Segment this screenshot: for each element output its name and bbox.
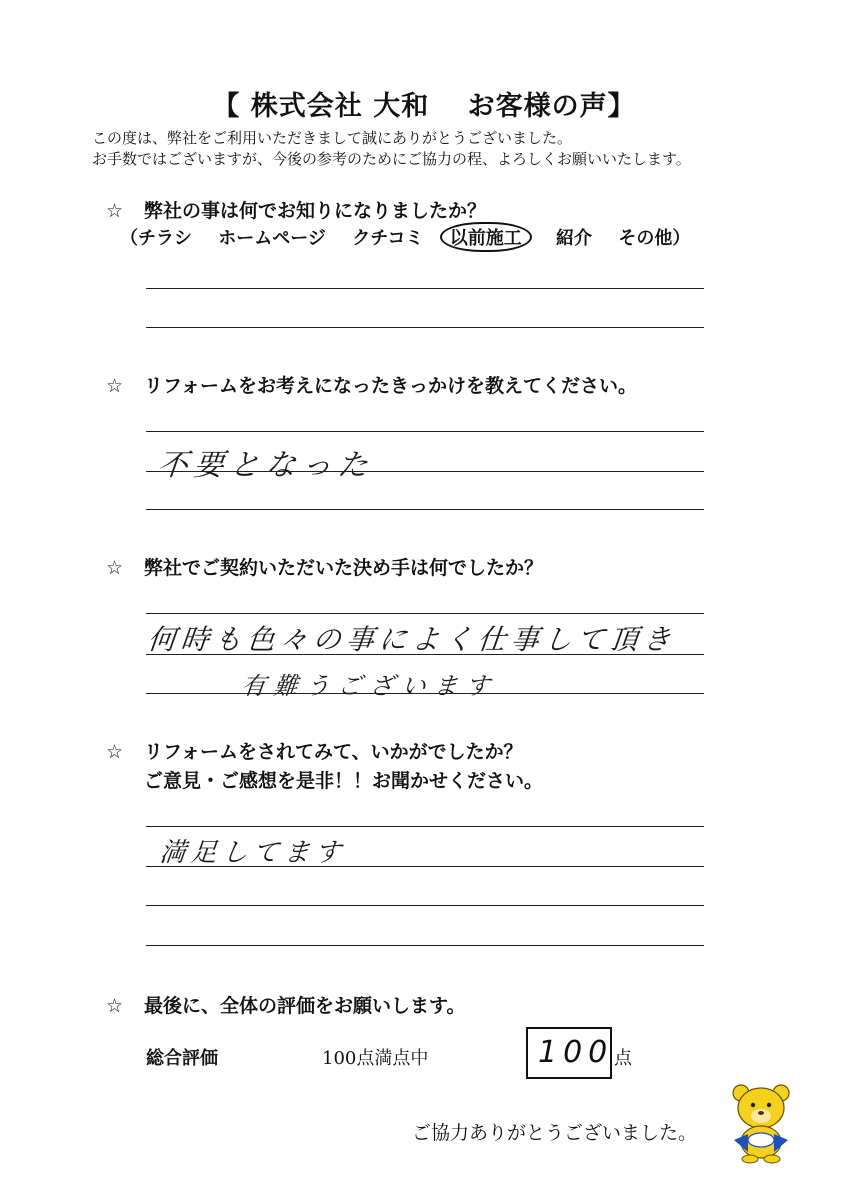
answer-line xyxy=(146,866,704,867)
handwritten-answer-3-line-2: 有難うございます xyxy=(240,672,500,700)
question-2-text: リフォームをお考えになったきっかけを教えてください。 xyxy=(144,375,638,397)
question-4-text-line-2: ご意見・ご感想を是非！！お聞かせください。 xyxy=(144,770,544,792)
option-previous-work-selected: 以前施工 xyxy=(440,222,532,252)
answer-line xyxy=(146,471,704,472)
answer-line xyxy=(146,693,704,694)
answer-line xyxy=(146,826,704,827)
option-other: その他） xyxy=(618,228,691,249)
question-1 xyxy=(106,196,486,223)
question-4 xyxy=(106,737,523,764)
option-word-of-mouth: クチコミ xyxy=(352,228,424,249)
rating-scale: 100点満点中 xyxy=(322,1048,429,1069)
option-flyer: （チラシ xyxy=(120,228,192,249)
star-icon: ☆ xyxy=(106,375,124,397)
intro-line-2: お手数ではございますが、今後の参考のためにご協力の程、よろしくお願いいたします。 xyxy=(92,150,691,168)
answer-line xyxy=(146,327,704,328)
question-5-text: 最後に、全体の評価をお願いします。 xyxy=(144,995,466,1017)
bear-mascot-icon xyxy=(726,1080,796,1164)
star-icon: ☆ xyxy=(106,200,124,222)
answer-line xyxy=(146,613,704,614)
answer-line xyxy=(146,654,704,655)
intro-line-1: この度は、弊社をご利用いただきまして誠にありがとうございました。 xyxy=(92,129,573,147)
overall-rating-label: 総合評価 xyxy=(146,1048,218,1069)
question-2 xyxy=(106,371,637,398)
question-1-text: 弊社の事は何でお知りになりましたか？ xyxy=(144,200,487,222)
star-icon: ☆ xyxy=(106,995,124,1017)
page-title: 【 株式会社 大和 お客様の声】 xyxy=(212,91,636,122)
star-icon: ☆ xyxy=(106,741,124,763)
answer-line xyxy=(146,431,704,432)
question-1-options xyxy=(120,222,710,252)
handwritten-answer-2: 不要となった xyxy=(155,448,376,483)
question-3 xyxy=(106,553,543,580)
score-box xyxy=(526,1027,612,1079)
handwritten-answer-3-line-1: 何時も色々の事によく仕事して頂き xyxy=(146,623,678,656)
answer-line xyxy=(146,288,704,289)
handwritten-score: 100 xyxy=(538,1035,614,1070)
answer-line xyxy=(146,945,704,946)
option-referral: 紹介 xyxy=(556,228,593,249)
thank-you-message: ご協力ありがとうございました。 xyxy=(412,1122,698,1144)
question-5 xyxy=(106,991,465,1018)
answer-line xyxy=(146,905,704,906)
answer-line xyxy=(146,509,704,510)
star-icon: ☆ xyxy=(106,557,124,579)
option-homepage: ホームページ xyxy=(218,228,326,249)
handwritten-answer-4: 満足してます xyxy=(158,838,348,868)
score-unit: 点 xyxy=(614,1048,632,1069)
question-4-text-line-1: リフォームをされてみて、いかがでしたか？ xyxy=(144,741,523,763)
question-3-text: 弊社でご契約いただいた決め手は何でしたか？ xyxy=(144,557,544,579)
